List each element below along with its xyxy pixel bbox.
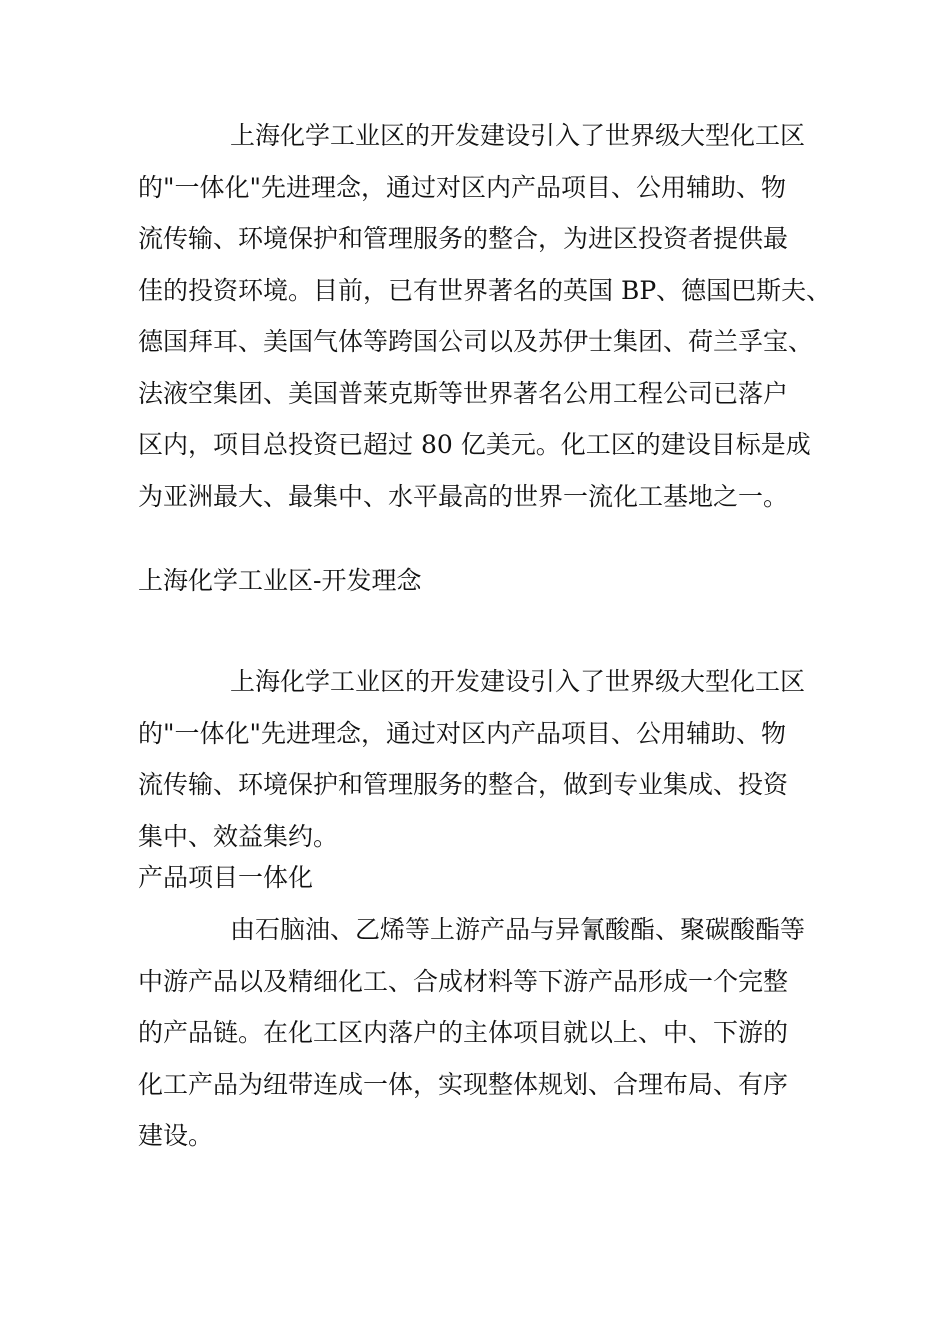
paragraph-line: 法液空集团、美国普莱克斯等世界著名公用工程公司已落户: [138, 378, 789, 408]
concept-paragraph: [138, 656, 838, 862]
paragraph-line: 化工产品为纽带连成一体，实现整体规划、合理布局、有序: [138, 1069, 789, 1099]
paragraph-line: 建设。: [138, 1121, 214, 1150]
paragraph-line: 上海化学工业区的开发建设引入了世界级大型化工区: [230, 667, 806, 696]
product-chain-paragraph: [138, 904, 838, 1162]
paragraph-line: 为亚洲最大、最集中、水平最高的世界一流化工基地之一。: [138, 481, 789, 511]
paragraph-line: 集中、效益集约。: [138, 821, 339, 851]
paragraph-line: 区内，项目总投资已超过 80 亿美元。化工区的建设目标是成: [138, 430, 811, 459]
paragraph-line: 流传输、环境保护和管理服务的整合，做到专业集成、投资: [138, 770, 789, 799]
paragraph-line: 的产品链。在化工区内落户的主体项目就以上、中、下游的: [138, 1018, 789, 1047]
paragraph-line: 上海化学工业区的开发建设引入了世界级大型化工区: [230, 121, 806, 150]
section-heading-product-integration: [138, 852, 838, 904]
intro-paragraph: [138, 110, 838, 522]
section-heading: 产品项目一体化: [138, 863, 314, 892]
paragraph-line: 流传输、环境保护和管理服务的整合，为进区投资者提供最: [138, 224, 789, 253]
paragraph-line: 佳的投资环境。目前，已有世界著名的英国 BP、德国巴斯夫、: [138, 275, 832, 305]
paragraph-line: 由石脑油、乙烯等上游产品与异氰酸酯、聚碳酸酯等: [230, 915, 806, 944]
section-heading-development-concept: [138, 555, 838, 607]
paragraph-line: 的"一体化"先进理念，通过对区内产品项目、公用辅助、物: [138, 172, 787, 202]
paragraph-line: 中游产品以及精细化工、合成材料等下游产品形成一个完整: [138, 966, 789, 996]
paragraph-line: 的"一体化"先进理念，通过对区内产品项目、公用辅助、物: [138, 718, 787, 748]
section-heading: 上海化学工业区-开发理念: [138, 566, 422, 595]
paragraph-line: 德国拜耳、美国气体等跨国公司以及苏伊士集团、荷兰孚宝、: [138, 327, 814, 356]
